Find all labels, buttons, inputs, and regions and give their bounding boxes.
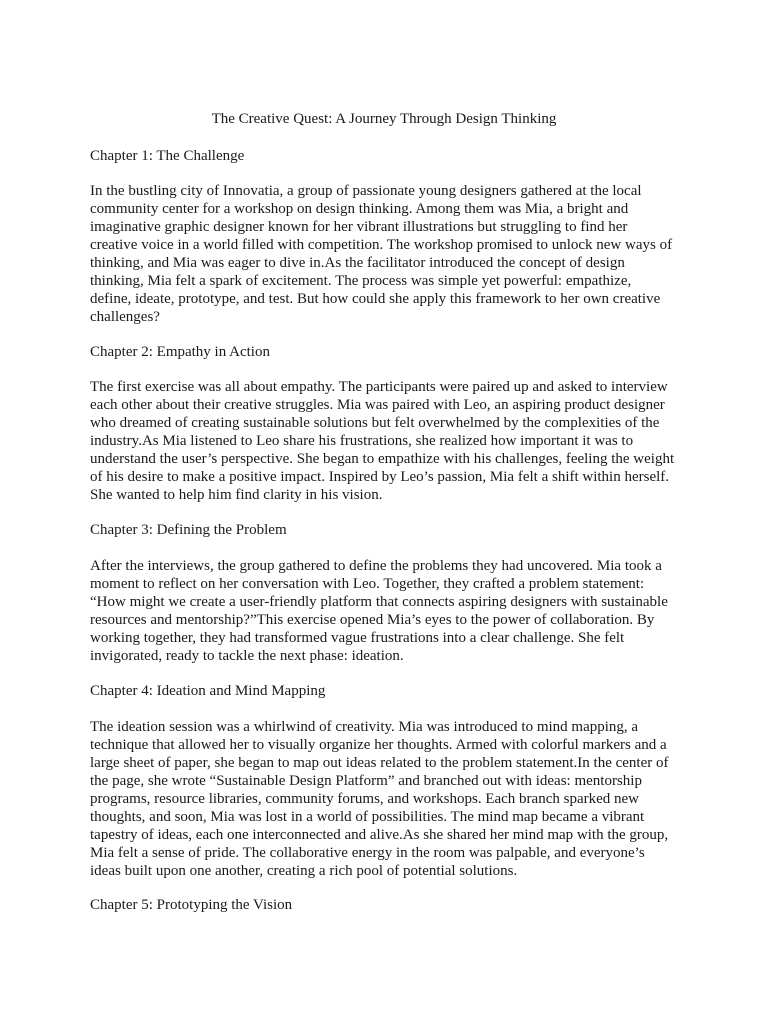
- chapter-2-heading: Chapter 2: Empathy in Action: [90, 344, 270, 360]
- paragraph-line: moment to reflect on her conversation with Leo. Together, they crafted a problem statement:: [90, 576, 645, 592]
- paragraph-line: thoughts, and soon, Mia was lost in a world of possibilities. The mind map became a vibrant: [90, 809, 645, 825]
- paragraph-line: working together, they had transformed vague frustrations into a clear challenge. She felt: [90, 630, 625, 646]
- chapter-1-heading: Chapter 1: The Challenge: [90, 148, 245, 164]
- paragraph-line: imaginative graphic designer known for her vibrant illustrations but struggling to find her: [90, 219, 628, 235]
- document-title: The Creative Quest: A Journey Through Design Thinking: [211, 111, 557, 127]
- chapter-3-heading: Chapter 3: Defining the Problem: [90, 522, 287, 538]
- paragraph-line: each other about their creative struggles. Mia was paired with Leo, an aspiring product designer: [90, 397, 665, 413]
- paragraph-line: technique that allowed her to visually organize her thoughts. Armed with colorful markers and a: [90, 737, 667, 753]
- paragraph-line: tapestry of ideas, each one interconnected and alive.As she shared her mind map with the group,: [90, 827, 669, 843]
- paragraph-line: who dreamed of creating sustainable solutions but felt overwhelmed by the complexities of the: [90, 415, 660, 431]
- paragraph-line: understand the user’s perspective. She began to empathize with his challenges, feeling the weight: [90, 451, 675, 467]
- chapter-4-paragraph: [90, 718, 669, 880]
- paragraph-line: The ideation session was a whirlwind of creativity. Mia was introduced to mind mapping, a: [90, 719, 639, 735]
- paragraph-line: of his desire to make a positive impact. Inspired by Leo’s passion, Mia felt a shift within herself.: [90, 469, 670, 485]
- paragraph-line: challenges?: [90, 309, 160, 325]
- paragraph-line: resources and mentorship?”This exercise opened Mia’s eyes to the power of collaboration. By: [90, 612, 655, 628]
- paragraph-line: ideas built upon one another, creating a rich pool of potential solutions.: [90, 863, 518, 879]
- paragraph-line: Mia felt a sense of pride. The collaborative energy in the room was palpable, and everyone’s: [90, 845, 645, 861]
- paragraph-line: thinking, Mia felt a spark of excitement. The process was simple yet powerful: empathize,: [90, 273, 632, 289]
- chapter-4-heading: Chapter 4: Ideation and Mind Mapping: [90, 683, 326, 699]
- paragraph-line: the page, she wrote “Sustainable Design Platform” and branched out with ideas: mentorship: [90, 773, 642, 789]
- paragraph-line: In the bustling city of Innovatia, a group of passionate young designers gathered at the local: [90, 183, 642, 199]
- paragraph-line: “How might we create a user-friendly platform that connects aspiring designers with sustainable: [90, 594, 668, 610]
- chapter-2-paragraph: [90, 378, 674, 504]
- paragraph-line: She wanted to help him find clarity in his vision.: [90, 487, 383, 503]
- chapter-5-heading: Chapter 5: Prototyping the Vision: [90, 897, 293, 913]
- paragraph-line: large sheet of paper, she began to map out ideas related to the problem statement.In the center of: [90, 755, 669, 771]
- chapter-3-paragraph: [90, 557, 668, 665]
- paragraph-line: After the interviews, the group gathered to define the problems they had uncovered. Mia took a: [90, 558, 662, 574]
- paragraph-line: define, ideate, prototype, and test. But how could she apply this framework to her own creative: [90, 291, 661, 307]
- paragraph-line: industry.As Mia listened to Leo share his frustrations, she realized how important it was to: [90, 433, 634, 449]
- paragraph-line: creative voice in a world filled with competition. The workshop promised to unlock new ways of: [90, 237, 673, 253]
- paragraph-line: programs, resource libraries, community forums, and workshops. Each branch sparked new: [90, 791, 640, 807]
- paragraph-line: thinking, and Mia was eager to dive in.As the facilitator introduced the concept of design: [90, 255, 625, 271]
- paragraph-line: community center for a workshop on design thinking. Among them was Mia, a bright and: [90, 201, 629, 217]
- chapter-1-paragraph: [90, 182, 672, 326]
- paragraph-line: invigorated, ready to tackle the next phase: ideation.: [90, 648, 404, 664]
- paragraph-line: The first exercise was all about empathy. The participants were paired up and asked to interview: [90, 379, 668, 395]
